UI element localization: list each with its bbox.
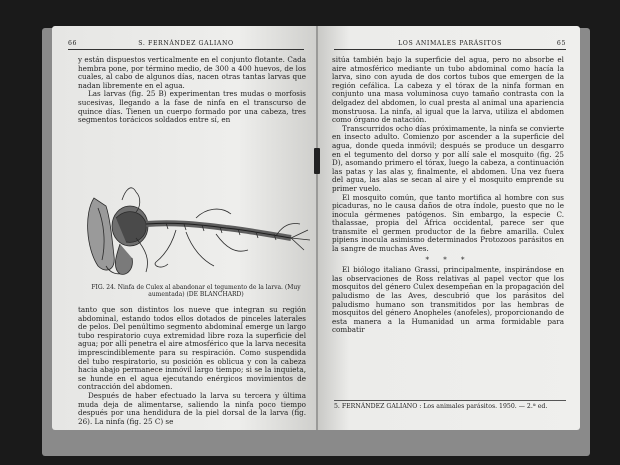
right-running-title: LOS ANIMALES PARÁSITOS: [398, 40, 502, 47]
left-text-bottom: [78, 306, 306, 426]
right-paragraph-2: Transcurridos ocho días próximamente, la ninfa se convierte en insecto adulto. Comienzo por ascender a la superficie del agua, donde queda inmóvil; después se produce un desgarro en el tegumento del dorso y por allí sale el mosquito (fig. 25 D), asomando primero el tórax, luego la cabeza, a continuación las patas y las alas y, finalmente, el abdomen. Una vez fuera del agua, las alas se secan al aire y el mosquito emprende su primer vuelo.: [332, 123, 564, 193]
left-paragraph-2: Las larvas (fig. 25 B) experimentan tres mudas o morfosis sucesivas, llegando a la fase de ninfa en el transcurso de quince días. Tienen un cuerpo formado por una cabeza, tres segmentos torácicos soldados entre sí, en: [78, 89, 306, 125]
section-break: * * *: [425, 255, 471, 264]
right-page: [318, 26, 580, 430]
left-page-number: 66: [68, 40, 78, 47]
right-paragraph-1: sitúa también bajo la superficie del agua, pero no absorbe el aire atmosférico mediante un tubo abdominal como hacía la larva, sino con ayuda de dos cortos tubos que emergen de la región cefálica. La cabeza y el tórax de la ninfa forman en conjunto una masa voluminosa cuyo tamaño contrasta con la delgadez del abdomen, lo cual presta al animal una apariencia monstruosa. La ninfa, al igual que la larva, utiliza el abdomen como órgano de natación.: [332, 55, 564, 125]
left-head-rule: [68, 49, 304, 50]
right-page-number: 65: [556, 40, 566, 47]
left-text-top: [78, 56, 306, 125]
figure-caption: FIG. 24. Ninfa de Culex al abandonar el tegumento de la larva. (Muy aumentada) (DE BLANCHARD): [91, 284, 301, 298]
left-paragraph-3: tanto que son distintos los nueve que integran su región abdominal, estando todos ellos dotados de pinceles laterales de pelos. Del penúltimo segmento abdominal emerge un largo tubo respiratorio cuya extremidad libre roza la superficie del agua; por allí penetra el aire atmosférico que la larva necesita imprescindiblemente para su respiración. Como suspendida del tubo respiratorio, su posición es oblicua y con la cabeza hacia abajo permanece inmóvil largo tiempo; si se la inquieta, se hunde en el agua ejecutando enérgicos movimientos de contracción del abdomen.: [78, 305, 306, 392]
right-head-rule: [334, 49, 566, 50]
right-text: [332, 56, 564, 335]
left-paragraph-4: Después de haber efectuado la larva su tercera y última muda deja de alimentarse, saliendo la ninfa poco tiempo después por una hendidura de la piel dorsal de la larva (fig. 26). La ninfa (fig. 25 C) se: [78, 390, 306, 426]
left-paragraph-1: y están dispuestos verticalmente en el conjunto flotante. Cada hembra pone, por término medio, de 300 a 400 huevos, de los cuales, al cabo de algunos días, nacen otras tantas larvas que nadan libremente en el agua.: [78, 55, 306, 90]
right-paragraph-3: El mosquito común, que tanto mortifica al hombre con sus picaduras, no le causa daños de otra índole, puesto que no le inocula gérmenes patógenos. Sin embargo, la especie C. thalassae, propia del África occidental, parece ser que transmite el germen productor de la fiebre amarilla. Culex pipiens inocula asimismo determinados Protozoos parásitos en la sangre de muchas Aves.: [332, 192, 564, 254]
right-paragraph-4: El biólogo italiano Grassi, principalmente, inspirándose en las observaciones de Ross relativas al papel vector que los mosquitos del género Culex desempeñan en la propagación del paludismo de las Aves, descubrió que los parásitos del paludismo humano son transmitidos por las hembras de mosquitos del género Anopheles (anofeles), proporcionando de esta manera a la Humanidad un arma formidable para combatir: [332, 265, 564, 335]
left-page: [52, 26, 318, 430]
culex-nymph-illustration: [76, 178, 316, 280]
left-running-title: S. FERNÁNDEZ GALIANO: [138, 40, 234, 47]
bookmark-ribbon: [314, 148, 320, 174]
footnote: 5. FERNÁNDEZ GALIANO : Los animales parásitos. 1950. — 2.ª ed.: [334, 400, 566, 410]
